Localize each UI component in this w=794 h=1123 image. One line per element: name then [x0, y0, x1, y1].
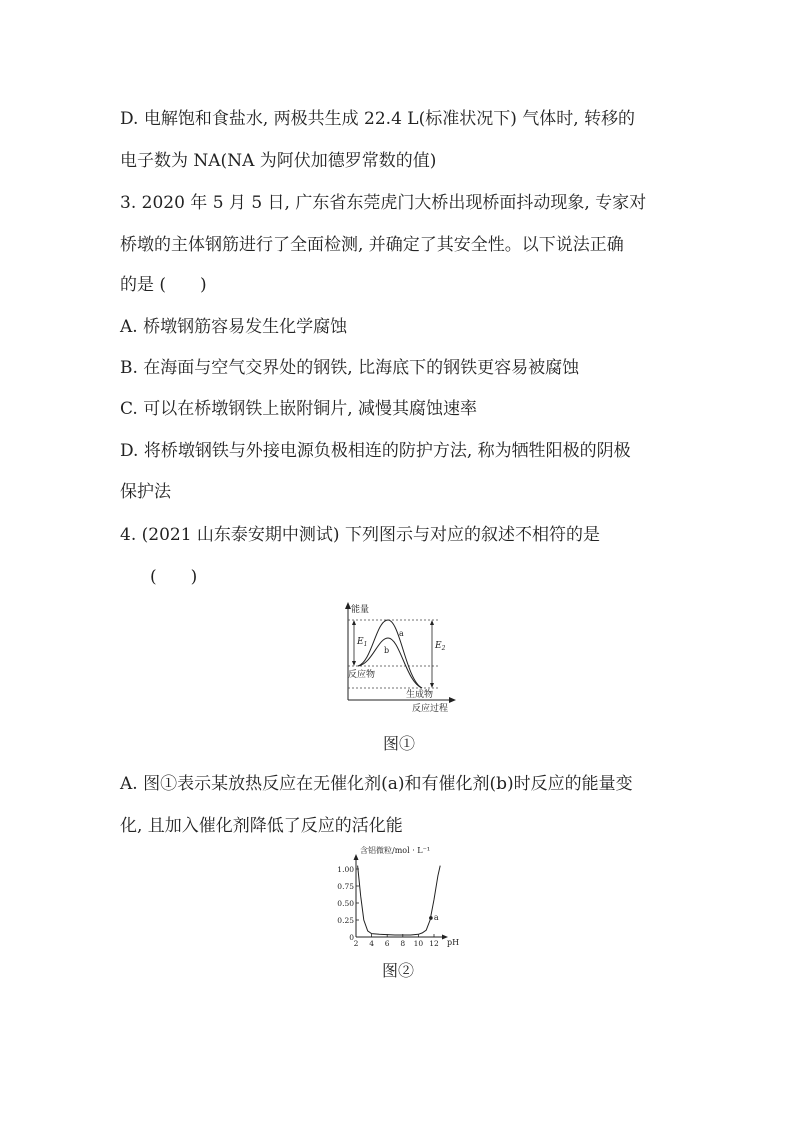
text-line: 3. 2020 年 5 月 5 日, 广东省东莞虎门大桥出现桥面抖动现象, 专家对: [120, 193, 647, 213]
text-line: D. 将桥墩钢铁与外接电源负极相连的防护方法, 称为牺牲阳极的阴极: [120, 441, 631, 461]
y-tick-label: 0.25: [337, 916, 354, 925]
curve-b: [358, 638, 422, 688]
text-line: 的是 ( ): [120, 275, 207, 295]
text-line: 4. (2021 山东泰安期中测试) 下列图示与对应的叙述不相符的是: [120, 525, 600, 545]
y-axis-label: 含铝微粒/mol · L⁻¹: [360, 846, 431, 855]
text-line: A. 桥墩钢筋容易发生化学腐蚀: [120, 317, 348, 337]
text-line: A. 图①表示某放热反应在无催化剂(a)和有催化剂(b)时反应的能量变: [120, 774, 633, 794]
text-line: ( ): [150, 567, 198, 587]
text-line: 化, 且加入催化剂降低了反应的活化能: [120, 816, 403, 836]
x-tick-label: 2: [353, 939, 359, 948]
x-tick-label: 12: [429, 939, 439, 948]
e1-label: $E_1$: [357, 637, 368, 648]
y-axis-arrow: [354, 854, 359, 860]
point-a-marker: [429, 916, 433, 920]
x-tick-label: 10: [413, 939, 424, 948]
curve-b-label: b: [384, 646, 390, 655]
x-tick-label: 8: [400, 939, 406, 948]
x-ticks: [354, 934, 439, 948]
x-axis-arrow: [449, 697, 456, 703]
point-a-label: a: [433, 912, 439, 922]
e1-arrow-tail: [352, 661, 356, 666]
reactant-label: 反应物: [348, 670, 376, 680]
e2-arrow-tail: [430, 683, 434, 688]
energy-diagram: [340, 600, 465, 715]
text-line: 桥墩的主体钢筋进行了全面检测, 并确定了其安全性。以下说法正确: [120, 235, 624, 255]
y-tick-label: 0: [349, 933, 354, 942]
curve-a-label: a: [399, 629, 404, 638]
y-tick-label: 0.75: [337, 882, 354, 891]
y-axis-label: 能量: [351, 605, 370, 615]
e1-arrow-head: [352, 620, 356, 625]
x-tick-label: 4: [369, 939, 374, 948]
text-line: B. 在海面与空气交界处的钢铁, 比海底下的钢铁更容易被腐蚀: [120, 358, 580, 378]
text-line: D. 电解饱和食盐水, 两极共生成 22.4 L(标准状况下) 气体时, 转移的: [120, 109, 636, 129]
text-line: 电子数为 NA(NA 为阿伏加德罗常数的值): [120, 151, 437, 171]
e2-arrow-head: [430, 620, 434, 625]
product-label: 生成物: [406, 690, 434, 700]
figure-2-caption: 图②: [382, 961, 415, 980]
x-tick-label: 6: [384, 939, 390, 948]
ph-chart: [326, 843, 466, 949]
series-line: [358, 866, 441, 935]
y-tick-label: 0.50: [337, 899, 354, 908]
text-line: C. 可以在桥墩钢铁上嵌附铜片, 减慢其腐蚀速率: [120, 399, 478, 419]
figure-1-caption: 图①: [383, 734, 416, 753]
x-axis-label: pH: [447, 938, 460, 947]
text-line: 保护法: [120, 482, 171, 502]
y-tick-label: 1.00: [337, 865, 354, 874]
x-axis-label: 反应过程: [412, 704, 449, 714]
e2-label: $E_2$: [435, 641, 446, 652]
